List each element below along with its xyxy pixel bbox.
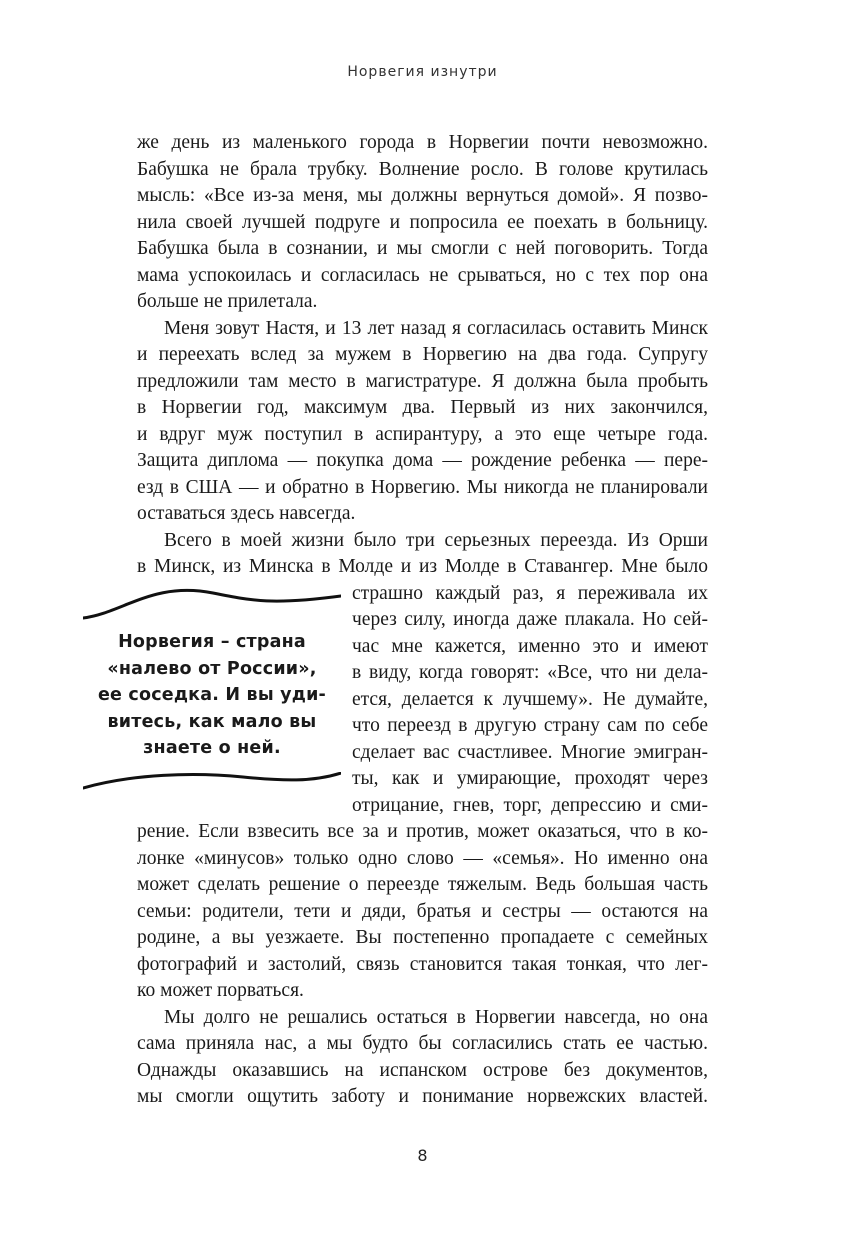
text-line: ется, делается к лучшему». Не думайте, xyxy=(352,688,708,710)
text-line: Меня зовут Настя, и 13 лет назад я согласилась оставить Минск xyxy=(164,317,708,339)
text-line: мама успокоилась и согласилась не срываться, но с тех пор она xyxy=(137,264,708,286)
text-line: нила своей лучшей подруге и попросила ее поехать в больницу. xyxy=(137,211,708,233)
text-line: в виду, когда говорят: «Все, что ни дела- xyxy=(352,662,708,683)
text-line: оставаться здесь навсегда. xyxy=(137,503,356,524)
text-line: страшно каждый раз, я переживала их xyxy=(352,582,708,604)
page-number: 8 xyxy=(417,1146,428,1165)
text-line: предложили там место в магистратуре. Я должна была пробыть xyxy=(137,370,708,392)
pull-quote-line: «налево от России», xyxy=(107,658,317,679)
text-line: что переезд в другую страну сам по себе xyxy=(352,715,708,736)
text-line: фотографий и застолий, связь становится такая тонкая, что лег- xyxy=(137,953,708,975)
text-line: сделает вас счастливее. Многие эмигран- xyxy=(352,741,708,763)
text-line: и вдруг муж поступил в аспирантуру, а это еще четыре года. xyxy=(137,423,708,445)
text-line: может сделать решение о переезде тяжелым. Ведь большая часть xyxy=(137,874,708,895)
text-line: родине, а вы уезжаете. Вы постепенно пропадаете с семейных xyxy=(137,927,708,948)
text-line: ты, как и умирающие, проходят через xyxy=(352,768,708,789)
text-line: рение. Если взвесить все за и против, может оказаться, что в ко- xyxy=(137,821,708,842)
text-line: ко может порваться. xyxy=(137,980,304,1001)
text-line: и переехать вслед за мужем в Норвегию на два года. Супругу xyxy=(137,344,708,365)
text-line: в Минск, из Минска в Молде и из Молде в Ставангер. Мне было xyxy=(137,556,708,577)
text-line: семьи: родители, тети и дяди, братья и сестры — остаются на xyxy=(137,900,708,922)
wave-divider-top-icon xyxy=(83,585,341,621)
text-line: Мы долго не решались остаться в Норвегии навсегда, но она xyxy=(164,1006,708,1028)
text-line: Однажды оказавшись на испанском острове без документов, xyxy=(137,1059,708,1081)
text-line: езд в США — и обратно в Норвегию. Мы никогда не планировали xyxy=(137,476,708,498)
text-line: сама приняла нас, а мы будто бы согласились стать ее частью. xyxy=(137,1033,708,1054)
text-line: Всего в моей жизни было три серьезных переезда. Из Орши xyxy=(164,529,708,551)
text-line: мы смогли ощутить заботу и понимание норвежских властей. xyxy=(137,1086,708,1107)
pull-quote-line: знаете о ней. xyxy=(143,738,281,759)
text-line: лонке «минусов» только одно слово — «семья». Но именно она xyxy=(137,847,708,869)
text-line: мысль: «Все из-за меня, мы должны вернуться домой». Я позво- xyxy=(137,185,708,206)
pull-quote-line: Норвегия – страна xyxy=(118,632,306,652)
text-line: через силу, иногда даже плакала. Но сей- xyxy=(352,609,708,630)
pull-quote-text xyxy=(83,629,341,762)
pull-quote-line: ее соседка. И вы уди- xyxy=(97,685,327,706)
text-line: в Норвегии год, максимум два. Первый из них закончился, xyxy=(137,397,708,418)
wave-divider-bottom-icon xyxy=(83,772,341,790)
pull-quote-line: витесь, как мало вы xyxy=(107,711,317,732)
text-line: Бабушка была в сознании, и мы смогли с ней поговорить. Тогда xyxy=(137,238,708,259)
text-line: Бабушка не брала трубку. Волнение росло. В голове крутилась xyxy=(137,158,708,180)
pull-quote xyxy=(83,585,341,790)
text-line: же день из маленького города в Норвегии почти невозможно. xyxy=(137,132,708,153)
text-line: больше не прилетала. xyxy=(137,291,318,312)
text-line: Защита диплома — покупка дома — рождение ребенка — пере- xyxy=(137,450,708,471)
text-line: отрицание, гнев, торг, депрессию и сми- xyxy=(352,794,708,816)
text-line: час мне кажется, именно это и имеют xyxy=(352,635,708,657)
running-head: Норвегия изнутри xyxy=(347,64,498,80)
